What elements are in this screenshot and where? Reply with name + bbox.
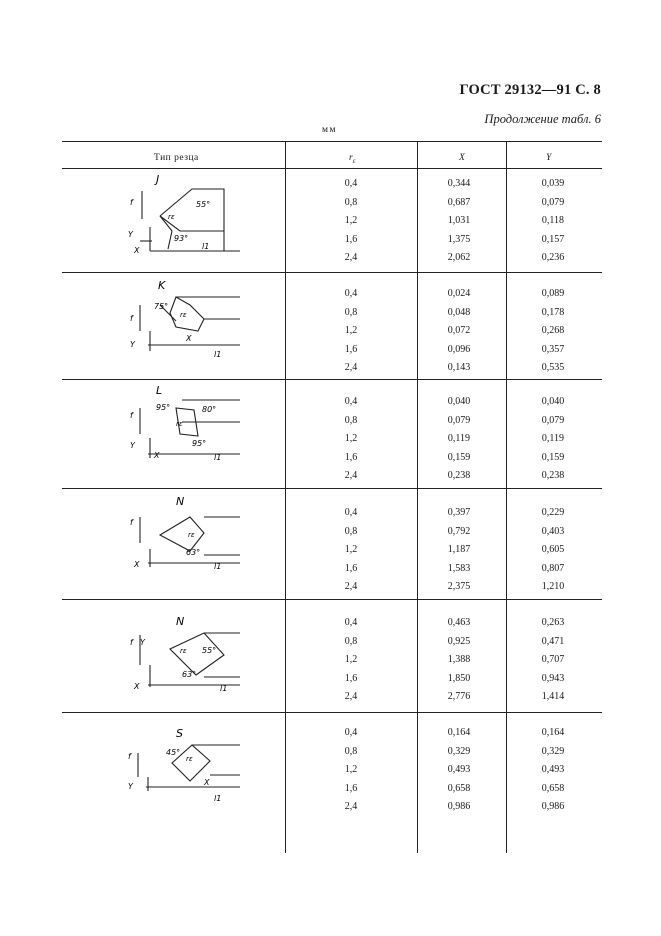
table-cell-x: 0,164: [447, 727, 471, 738]
diagram-label: N: [176, 615, 185, 628]
diagram-label: f: [130, 314, 133, 323]
table-cell-y: 1,414: [541, 691, 565, 702]
column-header-x: X: [459, 153, 465, 163]
table-cell-y: 0,157: [541, 233, 565, 245]
cutter-diagram-3: [120, 493, 260, 588]
diagram-label: N: [176, 495, 185, 508]
table-cell-x: 1,388: [447, 654, 471, 665]
table-cell-y: 0,329: [541, 745, 565, 757]
table-cell-x: 2,375: [447, 581, 471, 592]
table-cell-r: 1,2: [344, 654, 358, 665]
table-cell-y: 0,178: [541, 306, 565, 318]
table-cell-x: 1,187: [447, 544, 471, 555]
table-cell-y: 0,807: [541, 562, 565, 574]
table-cell-x: 0,238: [447, 470, 471, 481]
diagram-label: f: [130, 638, 133, 647]
table-cell-y: 0,658: [541, 782, 565, 794]
diagram-label: Y: [130, 441, 135, 450]
diagram-label: rε: [176, 420, 183, 428]
table-cell-x: 0,344: [447, 178, 471, 189]
table-cell-y: 0,229: [541, 507, 565, 518]
table-top-border: [62, 141, 602, 142]
column-divider: [506, 141, 507, 853]
cutter-drawing: [120, 719, 260, 814]
group-divider: [62, 379, 602, 380]
table-cell-r: 0,4: [344, 288, 358, 299]
table-cell-r: 0,4: [344, 178, 358, 189]
column-header-r: [349, 153, 355, 165]
group-divider: [62, 272, 602, 273]
table-cell-r: 0,4: [344, 396, 358, 407]
diagram-label: Y: [128, 230, 133, 239]
table-cell-x: 0,079: [447, 414, 471, 426]
diagram-label: Y: [140, 638, 145, 647]
group-divider: [62, 488, 602, 489]
table-cell-r: 2,4: [344, 581, 358, 592]
table-cell-x: 0,143: [447, 362, 471, 373]
table-cell-y: 0,357: [541, 343, 565, 355]
table-cell-y: 0,119: [541, 433, 565, 444]
table-cell-x: 0,658: [447, 782, 471, 794]
table-cell-y: 0,159: [541, 451, 565, 463]
diagram-label: 55°: [196, 200, 211, 209]
cutter-diagram-2: [120, 384, 260, 479]
table-cell-y: 0,493: [541, 764, 565, 775]
table-cell-y: 0,535: [541, 362, 565, 373]
table-cell-y: 0,471: [541, 635, 565, 647]
table-cell-y: 0,263: [541, 617, 565, 628]
group-divider: [62, 599, 602, 600]
table-cell-x: 0,463: [447, 617, 471, 628]
table-cell-r: 1,2: [344, 433, 358, 444]
table-cell-r: 1,6: [344, 343, 358, 355]
table-cell-x: 0,925: [447, 635, 471, 647]
table-cell-y: 0,089: [541, 288, 565, 299]
table-cell-x: 0,493: [447, 764, 471, 775]
diagram-label: f: [130, 518, 133, 527]
table-cell-x: 1,583: [447, 562, 471, 574]
diagram-line: [160, 517, 204, 551]
diagram-label: 55°: [202, 646, 217, 655]
diagram-label: S: [176, 727, 183, 740]
table-cell-r: 1,2: [344, 325, 358, 336]
table-cell-r: 1,6: [344, 451, 358, 463]
diagram-label: J: [156, 173, 160, 186]
table-cell-y: 0,118: [541, 215, 565, 226]
column-divider: [417, 141, 418, 853]
cutter-diagram-4: [120, 605, 260, 700]
table-cell-r: 1,2: [344, 764, 358, 775]
table-cell-r: 1,6: [344, 562, 358, 574]
unit-label: мм: [322, 125, 338, 135]
diagram-label: l1: [214, 562, 222, 571]
column-header-type: Тип резца: [154, 153, 199, 163]
cutter-drawing: [120, 493, 260, 588]
table-cell-r: 2,4: [344, 252, 358, 263]
cutter-diagram-0: [120, 171, 260, 266]
table-cell-y: 0,986: [541, 801, 565, 812]
table-cell-r: 0,8: [344, 525, 358, 537]
diagram-label: l1: [220, 684, 228, 693]
diagram-label: Y: [128, 782, 133, 791]
column-header-r-symbol: r: [349, 153, 353, 163]
diagram-label: rε: [188, 531, 195, 539]
table-cell-y: 0,605: [541, 544, 565, 555]
table-cell-y: 0,707: [541, 654, 565, 665]
table-cell-r: 2,4: [344, 470, 358, 481]
column-divider: [285, 141, 286, 853]
table-cell-x: 0,687: [447, 196, 471, 208]
diagram-label: 75°: [154, 302, 169, 311]
diagram-label: X: [134, 246, 140, 255]
standard-code: ГОСТ 29132—91 С. 8: [459, 82, 601, 98]
diagram-label: 95°: [156, 403, 171, 412]
table-cell-x: 0,048: [447, 306, 471, 318]
diagram-label: f: [130, 411, 133, 420]
diagram-label: l1: [214, 794, 222, 803]
cutter-drawing: [120, 171, 260, 266]
diagram-label: f: [128, 752, 131, 761]
diagram-line: [170, 297, 204, 331]
diagram-label: rε: [180, 311, 187, 319]
table-cell-r: 1,2: [344, 215, 358, 226]
table-cell-y: 0,164: [541, 727, 565, 738]
diagram-label: X: [154, 451, 160, 460]
table-cell-x: 0,096: [447, 343, 471, 355]
column-header-y: Y: [546, 153, 552, 163]
diagram-label: rε: [180, 647, 187, 655]
cutter-drawing: [120, 275, 260, 370]
table-cell-y: 0,943: [541, 672, 565, 684]
table-cell-r: 0,4: [344, 507, 358, 518]
diagram-label: K: [158, 279, 166, 292]
diagram-label: l1: [214, 453, 222, 462]
diagram-label: 63°: [186, 548, 201, 557]
table-continuation-caption: Продолжение табл. 6: [484, 112, 601, 126]
diagram-label: 95°: [192, 439, 207, 448]
diagram-label: l1: [214, 350, 222, 359]
diagram-label: Y: [130, 340, 135, 349]
column-header-r-subscript: ε: [352, 156, 356, 165]
table-cell-y: 0,403: [541, 525, 565, 537]
table-cell-r: 1,2: [344, 544, 358, 555]
table-cell-x: 2,062: [447, 252, 471, 263]
diagram-label: rε: [168, 213, 175, 221]
table-cell-r: 0,8: [344, 635, 358, 647]
table-cell-x: 0,119: [447, 433, 471, 444]
diagram-label: X: [134, 682, 140, 691]
table-cell-r: 2,4: [344, 801, 358, 812]
table-cell-r: 0,4: [344, 727, 358, 738]
table-cell-x: 1,850: [447, 672, 471, 684]
table-cell-y: 0,040: [541, 396, 565, 407]
table-cell-x: 0,024: [447, 288, 471, 299]
diagram-label: 45°: [166, 748, 181, 757]
table-cell-r: 0,8: [344, 414, 358, 426]
table-header-border: [62, 168, 602, 169]
diagram-label: X: [134, 560, 140, 569]
table-cell-r: 1,6: [344, 233, 358, 245]
cutter-drawing: [120, 384, 260, 479]
table-cell-y: 0,079: [541, 196, 565, 208]
diagram-label: X: [186, 334, 192, 343]
table-cell-y: 0,268: [541, 325, 565, 336]
data-table: [62, 141, 602, 853]
table-cell-y: 0,039: [541, 178, 565, 189]
table-cell-r: 2,4: [344, 362, 358, 373]
group-divider: [62, 712, 602, 713]
table-cell-y: 0,079: [541, 414, 565, 426]
table-cell-r: 0,4: [344, 617, 358, 628]
table-cell-x: 1,375: [447, 233, 471, 245]
diagram-label: 93°: [174, 234, 189, 243]
table-cell-r: 0,8: [344, 196, 358, 208]
table-cell-r: 1,6: [344, 782, 358, 794]
table-cell-y: 0,236: [541, 252, 565, 263]
table-cell-x: 0,397: [447, 507, 471, 518]
diagram-label: L: [156, 384, 163, 397]
cutter-diagram-5: [120, 719, 260, 814]
diagram-label: 63°: [182, 670, 197, 679]
table-cell-x: 2,776: [447, 691, 471, 702]
diagram-label: f: [130, 198, 133, 207]
diagram-label: l1: [202, 242, 210, 251]
table-cell-r: 1,6: [344, 672, 358, 684]
table-cell-r: 2,4: [344, 691, 358, 702]
table-cell-y: 0,238: [541, 470, 565, 481]
diagram-label: 80°: [202, 405, 217, 414]
table-cell-x: 1,031: [447, 215, 471, 226]
cutter-drawing: [120, 605, 260, 700]
table-cell-x: 0,040: [447, 396, 471, 407]
table-cell-x: 0,792: [447, 525, 471, 537]
diagram-label: X: [204, 778, 210, 787]
table-cell-x: 0,159: [447, 451, 471, 463]
table-cell-r: 0,8: [344, 745, 358, 757]
table-cell-x: 0,329: [447, 745, 471, 757]
diagram-label: rε: [186, 755, 193, 763]
table-cell-r: 0,8: [344, 306, 358, 318]
table-cell-x: 0,986: [447, 801, 471, 812]
diagram-line: [168, 231, 172, 249]
cutter-diagram-1: [120, 275, 260, 370]
table-cell-y: 1,210: [541, 581, 565, 592]
table-cell-x: 0,072: [447, 325, 471, 336]
